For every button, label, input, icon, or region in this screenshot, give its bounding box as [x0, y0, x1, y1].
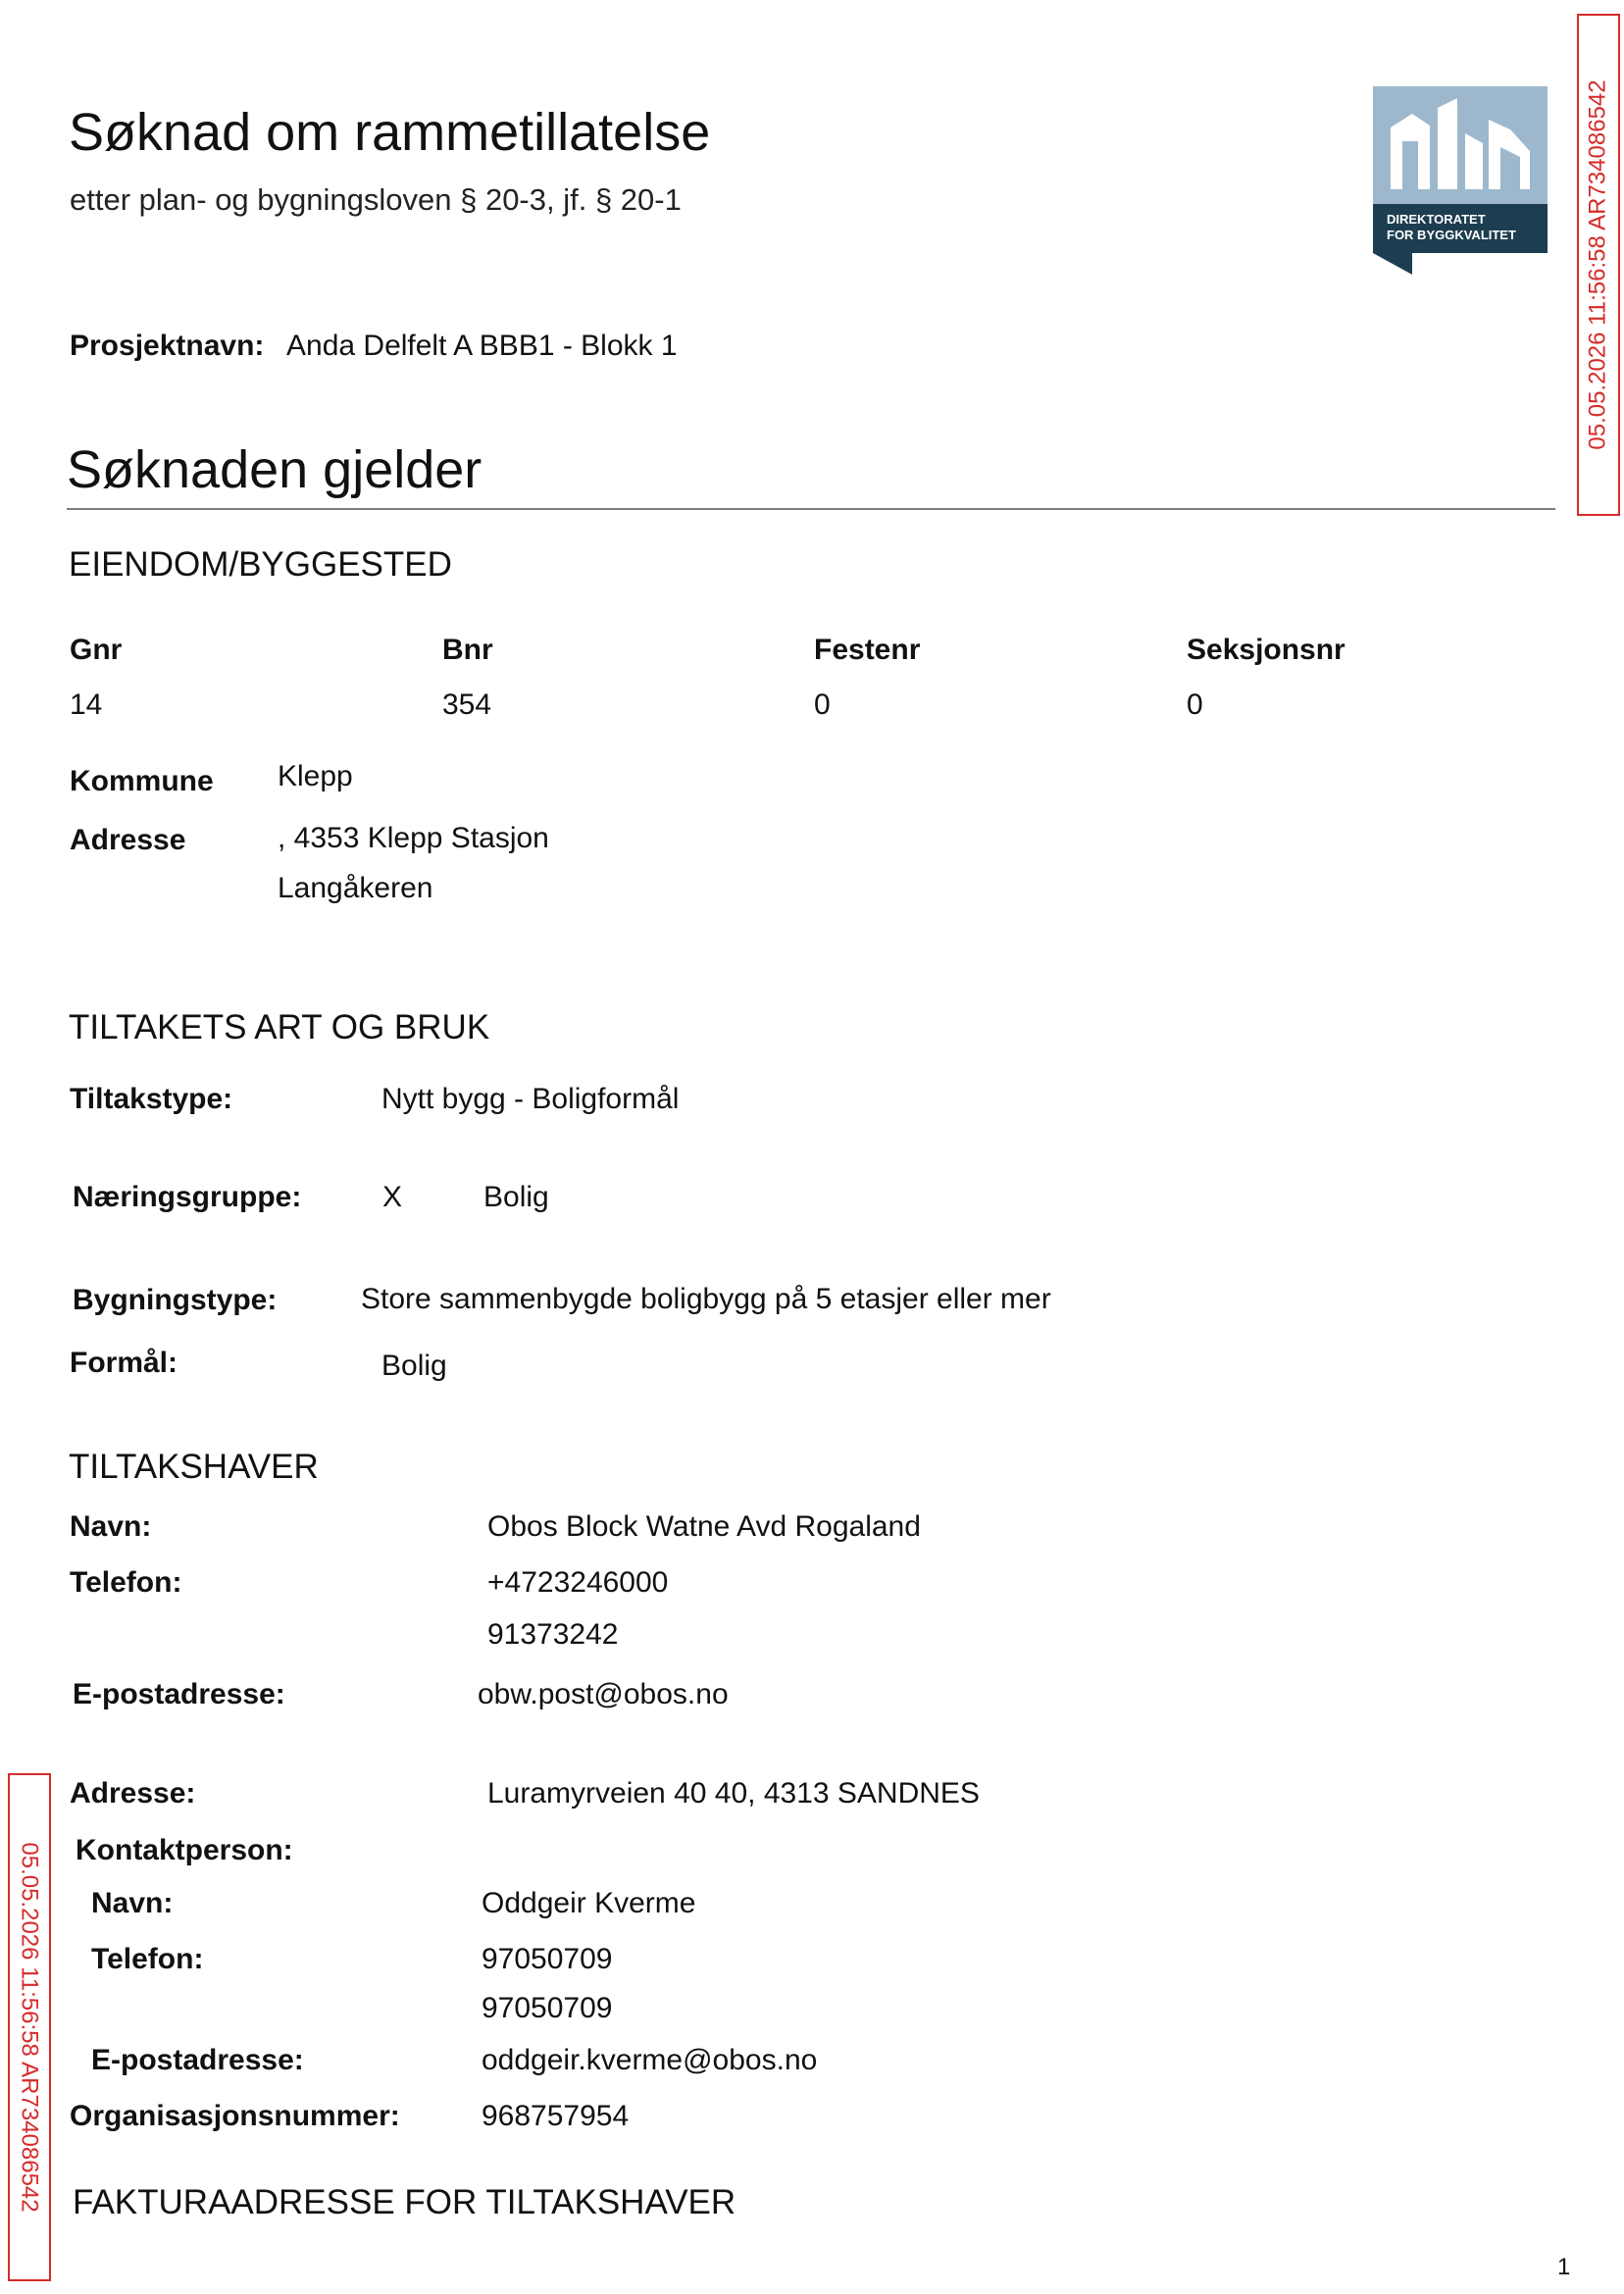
tiltakstype-label: Tiltakstype: — [70, 1083, 233, 1115]
formaal-label: Formål: — [70, 1347, 178, 1379]
project-name-label: Prosjektnavn: — [70, 330, 265, 362]
tiltakshaver-adresse-value: Luramyrveien 40 40, 4313 SANDNES — [487, 1777, 980, 1810]
section-property-title: EIENDOM/BYGGESTED — [69, 545, 452, 584]
kontakt-telefon-label: Telefon: — [91, 1943, 204, 1975]
tiltakstype-value: Nytt bygg - Boligformål — [381, 1083, 680, 1115]
logo-text-line1: DIREKTORATET — [1387, 212, 1486, 227]
adresse-line2: Langåkeren — [278, 872, 433, 904]
naeringsgruppe-label: Næringsgruppe: — [73, 1181, 302, 1213]
value-bnr: 354 — [442, 688, 492, 721]
kontakt-navn-value: Oddgeir Kverme — [482, 1887, 696, 1919]
dibk-logo-icon — [1373, 86, 1548, 275]
telefon-value-2: 91373242 — [487, 1618, 619, 1651]
kontakt-telefon-value-2: 97050709 — [482, 1992, 613, 2024]
adresse-label: Adresse — [70, 824, 186, 856]
telefon-label: Telefon: — [70, 1566, 182, 1599]
bygningstype-label: Bygningstype: — [73, 1284, 278, 1316]
navn-value: Obos Block Watne Avd Rogaland — [487, 1510, 921, 1543]
timestamp-stamp-bottom — [8, 1773, 51, 2281]
formaal-value: Bolig — [381, 1350, 447, 1382]
col-festenr: Festenr — [814, 634, 921, 666]
section-faktura-title: FAKTURAADRESSE FOR TILTAKSHAVER — [73, 2183, 736, 2221]
page-title: Søknad om rammetillatelse — [69, 103, 711, 162]
section-tiltakshaver-title: TILTAKSHAVER — [69, 1448, 319, 1486]
orgnr-label: Organisasjonsnummer: — [70, 2100, 400, 2132]
project-name-value: Anda Delfelt A BBB1 - Blokk 1 — [286, 330, 678, 362]
stamp-text: 05.05.2026 11:56:58 AR734086542 — [17, 1842, 43, 2213]
kontakt-epost-label: E-postadresse: — [91, 2044, 304, 2076]
kommune-value: Klepp — [278, 760, 353, 792]
col-gnr: Gnr — [70, 634, 123, 666]
timestamp-stamp-top — [1577, 14, 1620, 516]
col-bnr: Bnr — [442, 634, 493, 666]
kontaktperson-label: Kontaktperson: — [76, 1834, 293, 1866]
section-tiltak-title: TILTAKETS ART OG BRUK — [69, 1008, 490, 1046]
value-festenr: 0 — [814, 688, 831, 721]
telefon-value-1: +4723246000 — [487, 1566, 669, 1599]
kontakt-epost-value: oddgeir.kverme@obos.no — [482, 2044, 818, 2076]
tiltakshaver-adresse-label: Adresse: — [70, 1777, 196, 1810]
epost-value: obw.post@obos.no — [478, 1678, 729, 1710]
page-subtitle: etter plan- og bygningsloven § 20-3, jf. § 20-1 — [70, 182, 682, 217]
bygningstype-value: Store sammenbygde boligbygg på 5 etasjer eller mer — [361, 1283, 1051, 1315]
value-gnr: 14 — [70, 688, 103, 721]
kontakt-telefon-value-1: 97050709 — [482, 1943, 613, 1975]
navn-label: Navn: — [70, 1510, 152, 1543]
stamp-text: 05.05.2026 11:56:58 AR734086542 — [1585, 79, 1611, 450]
orgnr-value: 968757954 — [482, 2100, 630, 2132]
dibk-logo — [1373, 86, 1548, 275]
naeringsgruppe-value: Bolig — [483, 1181, 549, 1213]
kommune-label: Kommune — [70, 765, 214, 797]
col-seksjonsnr: Seksjonsnr — [1187, 634, 1345, 666]
logo-text-line2: FOR BYGGKVALITET — [1387, 228, 1516, 242]
epost-label: E-postadresse: — [73, 1678, 285, 1710]
adresse-line1: , 4353 Klepp Stasjon — [278, 822, 549, 854]
naeringsgruppe-code: X — [382, 1181, 403, 1213]
value-seksjonsnr: 0 — [1187, 688, 1203, 721]
page-number: 1 — [1557, 2254, 1571, 2280]
kontakt-navn-label: Navn: — [91, 1887, 174, 1919]
section-heading: Søknaden gjelder — [67, 440, 482, 499]
heading-divider — [67, 508, 1555, 510]
